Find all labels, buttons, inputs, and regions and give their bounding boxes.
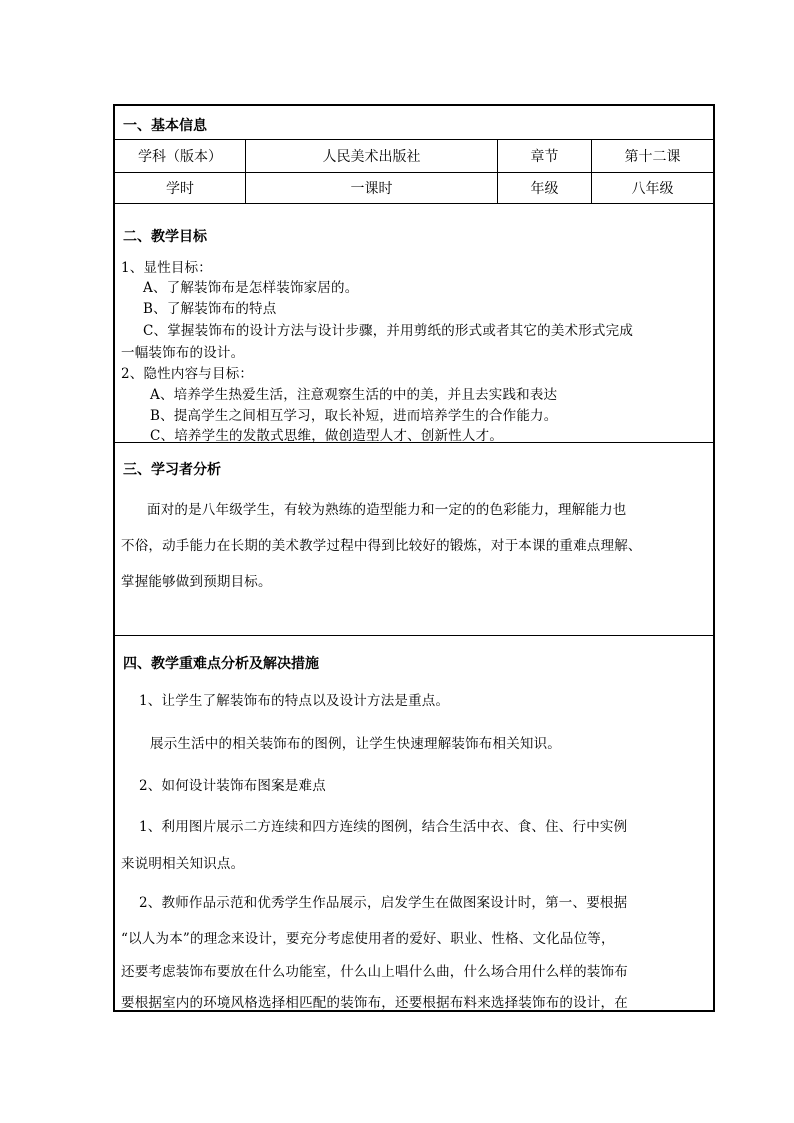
objective-line: A、培养学生热爱生活，注意观察生活的中的美，并且去实践和表达 (150, 387, 558, 403)
section-key-difficulties (115, 636, 713, 1010)
analysis-line: 不俗，动手能力在长期的美术教学过程中得到比较好的锻炼，对于本课的重难点理解、 (121, 538, 642, 554)
hours-value: 一课时 (246, 173, 498, 203)
key-point-line: 2、教师作品示范和优秀学生作品展示，启发学生在做图案设计时，第一、要根据 (139, 895, 628, 911)
section-basic-info-header (115, 106, 713, 140)
key-point-line: 还要考虑装饰布要放在什么功能室，什么山上唱什么曲，什么场合用什么样的装饰布 (121, 964, 628, 980)
section-heading: 一、基本信息 (123, 118, 207, 134)
objective-line: 一幅装饰布的设计。 (121, 345, 245, 361)
info-row-hours (115, 173, 713, 204)
section-learner-analysis (115, 443, 713, 636)
key-point-line: “以人为本”的理念来设计，要充分考虑使用者的爱好、职业、性格、文化品位等， (121, 931, 615, 947)
key-point-line: 来说明相关知识点。 (121, 856, 245, 872)
objective-line: 2、隐性内容与目标： (121, 366, 254, 382)
objective-line: C、掌握装饰布的设计方法与设计步骤，并用剪纸的形式或者其它的美术形式完成 (143, 323, 634, 339)
grade-label: 年级 (498, 173, 592, 203)
objective-line: B、提高学生之间相互学习，取长补短，进而培养学生的合作能力。 (150, 408, 558, 424)
key-point-line: 1、利用图片展示二方连续和四方连续的图例，结合生活中衣、食、住、行中实例 (139, 819, 628, 835)
lesson-plan-table (113, 104, 715, 1012)
key-point-line: 1、让学生了解装饰布的特点以及设计方法是重点。 (139, 693, 450, 709)
section-heading: 四、教学重难点分析及解决措施 (123, 656, 319, 672)
analysis-line: 面对的是八年级学生，有较为熟练的造型能力和一定的的色彩能力，理解能力也 (147, 502, 627, 518)
analysis-line: 掌握能够做到预期目标。 (121, 574, 272, 590)
subject-label: 学科（版本） (115, 140, 246, 172)
subject-value: 人民美术出版社 (246, 140, 498, 172)
objective-line: C、培养学生的发散式思维，做创造型人才、创新性人才。 (150, 428, 504, 444)
key-point-line: 2、如何设计装饰布图案是难点 (139, 778, 326, 794)
chapter-value: 第十二课 (624, 149, 681, 165)
objective-line: A、了解装饰布是怎样装饰家居的。 (143, 280, 359, 296)
grade-value: 八年级 (631, 181, 674, 197)
chapter-label: 章节 (498, 140, 592, 172)
section-objectives (115, 204, 713, 443)
objective-line: 1、显性目标： (121, 260, 212, 276)
key-point-line: 展示生活中的相关装饰布的图例，让学生快速理解装饰布相关知识。 (150, 736, 561, 752)
hours-label: 学时 (115, 173, 246, 203)
key-point-line: 要根据室内的环境风格选择相匹配的装饰布，还要根据布料来选择装饰布的设计，在 (121, 995, 628, 1011)
section-heading: 三、学习者分析 (123, 462, 221, 478)
section-heading: 二、教学目标 (123, 229, 207, 245)
info-row-subject (115, 140, 713, 173)
objective-line: B、了解装饰布的特点 (143, 301, 277, 317)
